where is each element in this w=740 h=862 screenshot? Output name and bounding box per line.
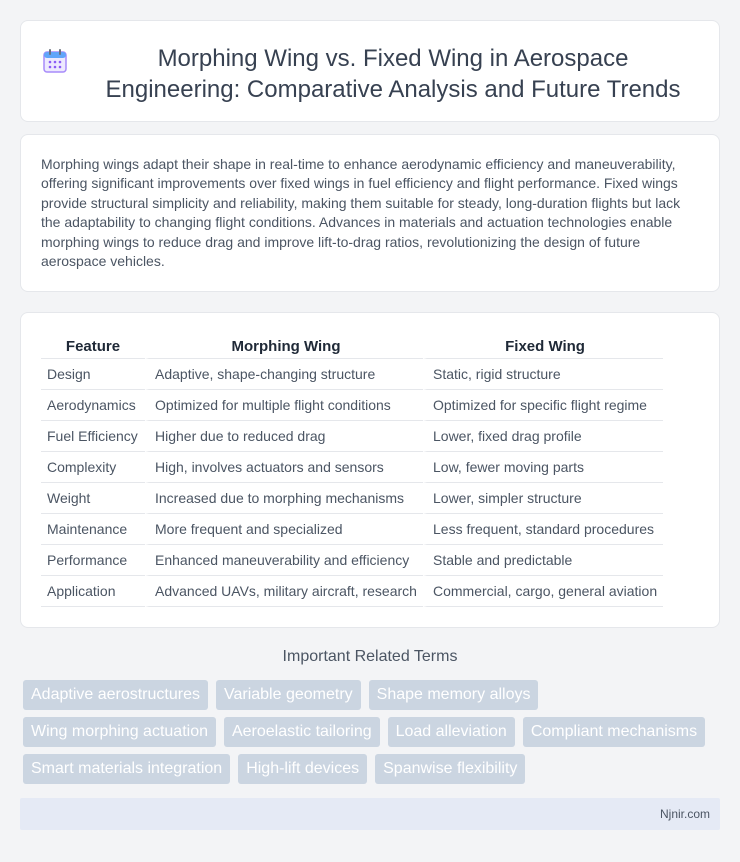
cell-feature: Application bbox=[41, 576, 145, 607]
term-tag[interactable]: Aeroelastic tailoring bbox=[224, 717, 380, 747]
cell-morphing: Advanced UAVs, military aircraft, research bbox=[145, 576, 423, 607]
table-row bbox=[41, 452, 663, 483]
table-row bbox=[41, 390, 663, 421]
cell-fixed: Static, rigid structure bbox=[423, 359, 663, 390]
term-tag[interactable]: Wing morphing actuation bbox=[23, 717, 216, 747]
related-terms-title: Important Related Terms bbox=[282, 648, 458, 665]
term-tag[interactable]: Smart materials integration bbox=[23, 754, 230, 784]
header-morphing-wing: Morphing Wing bbox=[145, 335, 423, 359]
related-terms-list bbox=[23, 680, 723, 791]
cell-feature: Performance bbox=[41, 545, 145, 576]
table-row bbox=[41, 483, 663, 514]
cell-morphing: Optimized for multiple flight conditions bbox=[145, 390, 423, 421]
footer-site-link[interactable]: Njnir.com bbox=[659, 807, 710, 821]
term-tag[interactable]: Spanwise flexibility bbox=[375, 754, 525, 784]
cell-feature: Maintenance bbox=[41, 514, 145, 545]
summary-text: Morphing wings adapt their shape in real-time to enhance aerodynamic efficiency and maneuverability, offering significant improvements over fixed wings in fuel efficiency and flight performance. Fixed wings provide structural simplicity and reliability, making them suitable for steady, long-duration flights but lack the adaptability to changing flight conditions. Advances in materials and actuation technologies enable morphing wings to reduce drag and improve lift-to-drag ratios, revolutionizing the design of future aerospace vehicles. bbox=[41, 156, 681, 270]
cell-morphing: Increased due to morphing mechanisms bbox=[145, 483, 423, 514]
cell-feature: Design bbox=[41, 359, 145, 390]
term-tag[interactable]: Variable geometry bbox=[216, 680, 361, 710]
cell-fixed: Lower, fixed drag profile bbox=[423, 421, 663, 452]
table-row bbox=[41, 514, 663, 545]
term-tag[interactable]: Load alleviation bbox=[388, 717, 515, 747]
comparison-table-card bbox=[20, 312, 720, 628]
header-card bbox=[20, 20, 720, 122]
calendar-icon bbox=[41, 47, 69, 75]
title-wrap bbox=[41, 43, 699, 105]
term-tag[interactable]: Adaptive aerostructures bbox=[23, 680, 208, 710]
cell-morphing: Enhanced maneuverability and efficiency bbox=[145, 545, 423, 576]
cell-feature: Fuel Efficiency bbox=[41, 421, 145, 452]
page-title: Morphing Wing vs. Fixed Wing in Aerospace Engineering: Comparative Analysis and Future Trends bbox=[105, 45, 681, 103]
table-row bbox=[41, 421, 663, 452]
footer bbox=[20, 798, 720, 830]
cell-fixed: Stable and predictable bbox=[423, 545, 663, 576]
table-row bbox=[41, 359, 663, 390]
cell-fixed: Less frequent, standard procedures bbox=[423, 514, 663, 545]
cell-fixed: Lower, simpler structure bbox=[423, 483, 663, 514]
term-tag[interactable]: Compliant mechanisms bbox=[523, 717, 705, 747]
comparison-table bbox=[41, 335, 663, 607]
cell-fixed: Commercial, cargo, general aviation bbox=[423, 576, 663, 607]
table-row bbox=[41, 545, 663, 576]
header-fixed-wing: Fixed Wing bbox=[423, 335, 663, 359]
cell-feature: Aerodynamics bbox=[41, 390, 145, 421]
cell-fixed: Low, fewer moving parts bbox=[423, 452, 663, 483]
header-feature: Feature bbox=[41, 335, 145, 359]
table-header-row bbox=[41, 335, 663, 359]
cell-feature: Complexity bbox=[41, 452, 145, 483]
cell-morphing: More frequent and specialized bbox=[145, 514, 423, 545]
table-row bbox=[41, 576, 663, 607]
cell-morphing: Higher due to reduced drag bbox=[145, 421, 423, 452]
term-tag[interactable]: High-lift devices bbox=[238, 754, 367, 784]
cell-morphing: High, involves actuators and sensors bbox=[145, 452, 423, 483]
term-tag[interactable]: Shape memory alloys bbox=[369, 680, 539, 710]
cell-morphing: Adaptive, shape-changing structure bbox=[145, 359, 423, 390]
cell-fixed: Optimized for specific flight regime bbox=[423, 390, 663, 421]
cell-feature: Weight bbox=[41, 483, 145, 514]
summary-card bbox=[20, 134, 720, 292]
